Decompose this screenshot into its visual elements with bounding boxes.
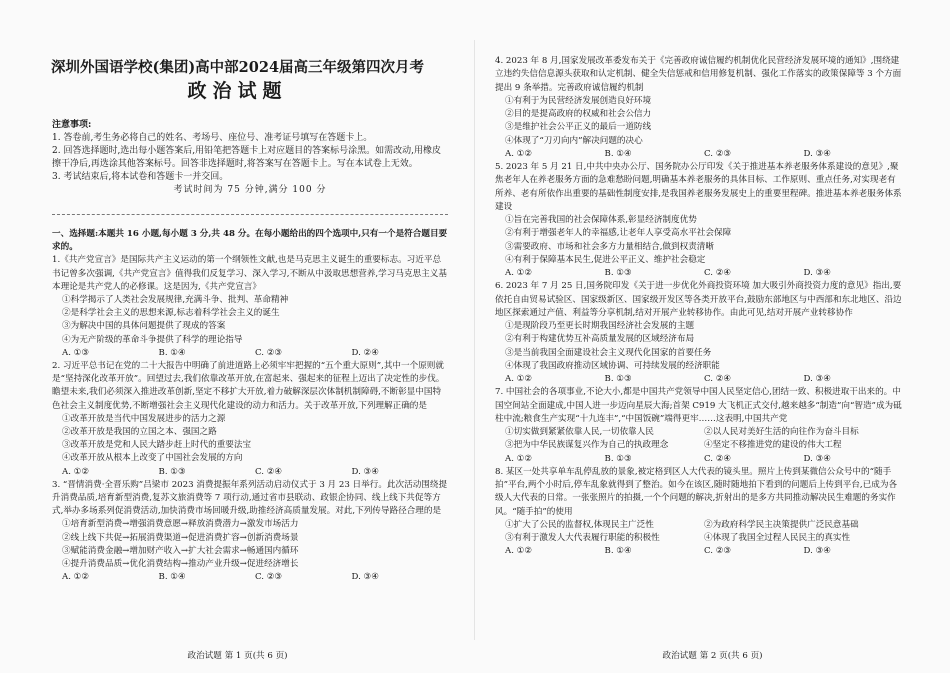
choice-b: B. ①③ <box>604 374 632 384</box>
choice-a: A. ①② <box>505 148 533 159</box>
question-stem: 3. “晋情消费·全晋乐购”吕梁市 2023 消费提振年系列活动启动仪式于 3 月 23 日举行。此次活动围绕提升消费品质,培育新型消费,复苏文旅消费等 7 项行动,通过省市县联动、政银企协同、线上线下共促等方式,举办多场系列促消费活动,加快消费市场回暖升级,助推经济高质量发展。对此,下列传导路径合理的是 <box>52 479 448 517</box>
subject-title: 政治试题 <box>187 80 288 102</box>
option: ①旨在完善我国的社会保障体系,彰显经济制度优势 <box>505 215 697 225</box>
question-4 <box>495 55 903 161</box>
questions-block <box>495 55 903 559</box>
option-row <box>495 439 903 452</box>
choice-a: A. ①② <box>505 268 533 278</box>
option: ②有利于构建优势互补高质量发展的区域经济布局 <box>505 334 695 345</box>
option: ②是科学社会主义的思想来源,标志着科学社会主义的诞生 <box>62 308 280 319</box>
question-1 <box>52 254 448 360</box>
option: ①改革开放是当代中国发展进步的活力之源 <box>62 413 226 424</box>
option: ②以人民对美好生活的向往作为奋斗目标 <box>704 427 859 437</box>
page-footer: 政治试题 第 1 页(共 6 页) <box>187 651 288 661</box>
choice-c: C. ②③ <box>704 148 732 159</box>
note-item: 3. 考试结束后,将本试卷和答题卡一并交回。 <box>52 172 229 182</box>
question-stem: 1.《共产党宣言》是国际共产主义运动的第一个纲领性文献,也是马克思主义诞生的重要标志。习近平总书记曾多次强调,《共产党宣言》值得我们反复学习、深入学习,不断从中汲取思想营养,学习马克思主义基本理论是共产党人的必修课。这是因为,《共产党宣言》 <box>52 255 447 292</box>
question-stem: 6. 2023 年 7 月 25 日,国务院印发《关于进一步优化外商投资环境 加大吸引外商投资力度的意见》指出,要依托自由贸易试验区、国家级新区、国家级开发区等各类开放平台,鼓励东部地区与中西部和东北地区、沿边地区探索通过产值、利益等分享机制,结对开展产业转移协作。由此可见,结对开展产业转移协作 <box>495 281 902 318</box>
choice-d: D. ③④ <box>803 268 831 278</box>
option: ③赋能消费金融→增加财产收入→扩大社会需求→畅通国内循环 <box>62 545 299 556</box>
choice-c: C. ②③ <box>255 347 283 358</box>
exam-title: 深圳外国语学校(集团)高中部2024届高三年级第四次月考 <box>50 59 425 76</box>
choice-c: C. ②③ <box>255 572 283 583</box>
choice-a: A. ①② <box>62 466 90 477</box>
choice-b: B. ①③ <box>604 453 632 464</box>
choice-d: D. ③④ <box>803 374 831 384</box>
option: ④提升消费品质→优化消费结构→推动产业升级→促进经济增长 <box>62 559 299 570</box>
answer-choices <box>52 571 448 584</box>
option: ①扩大了公民的监督权,体现民主广泛性 <box>505 519 654 530</box>
choice-a: A. ①③ <box>62 347 90 358</box>
answer-choices <box>52 466 448 479</box>
option: ③为解决中国的具体问题提供了现成的答案 <box>62 321 226 332</box>
notes-block <box>52 119 448 197</box>
choice-c: C. ②④ <box>704 268 732 278</box>
option: ②目的是提高政府的权威和社会公信力 <box>505 109 652 119</box>
option: ①是现阶段乃至更长时期我国经济社会发展的主题 <box>505 321 695 331</box>
option: ②线上线下共促→拓展消费渠道→促进消费扩容→创新消费场景 <box>62 532 299 543</box>
option-row <box>495 426 903 439</box>
time-line: 考试时间为 75 分钟,满分 100 分 <box>173 185 327 195</box>
option: ②有利于增强老年人的幸福感,让老年人享受高水平社会保障 <box>505 228 732 239</box>
choice-b: B. ①③ <box>158 466 186 477</box>
choice-a: A. ①② <box>62 572 90 583</box>
exam-page-2 <box>475 0 950 673</box>
question-stem: 4. 2023 年 8 月,国家发展改革委发布关于《完善政府诚信履约机制优化民营经济发展环境的通知》,围绕建立违约失信信息源头获取和认定机制、健全失信惩戒和信用修复机制、强化工作落实的政策保障等 3 个方面提出 9 条举措。完善政府诚信履约机制 <box>495 56 902 93</box>
question-stem: 2. 习近平总书记在党的二十大报告中明确了前进道路上必须牢牢把握的“五个重大原则”,其中一个原则就是“坚持深化改革开放”。回望过去,我们依靠改革开放,在富起来、强起来的征程上迈出了决定性的步伐。瞻望未来,我们必须深入推进改革创新,坚定不移扩大开放,着力破解深层次体制机制障碍,不断彰显中国特色社会主义制度优势,不断增强社会主义现代化建设的动力和活力。关于改革开放,下列理解正确的是 <box>52 361 445 411</box>
question-6 <box>495 280 903 386</box>
choice-a: A. ①② <box>505 374 533 384</box>
choice-c: C. ②④ <box>704 374 732 384</box>
choice-c: C. ②③ <box>704 546 732 557</box>
option: ③把为中华民族谋复兴作为自己的执政理念 <box>505 440 669 451</box>
choice-b: B. ①④ <box>604 546 632 557</box>
choice-d: D. ③④ <box>803 148 831 159</box>
option: ③需要政府、市场和社会多方力量相结合,做到权责清晰 <box>505 241 714 252</box>
choice-c: C. ②④ <box>255 466 283 477</box>
answer-choices <box>495 148 903 161</box>
option: ②改革开放是我国的立国之本、强国之路 <box>62 427 217 438</box>
choice-d: D. ②④ <box>351 347 379 358</box>
option: ④坚定不移推进党的建设的伟大工程 <box>704 440 842 451</box>
question-3 <box>52 479 448 585</box>
note-item: 1. 答卷前,考生务必将自己的姓名、考场号、座位号、准考证号填写在答题卡上。 <box>52 133 373 143</box>
option: ④改革开放从根本上改变了中国社会发展的方向 <box>62 453 243 464</box>
option: ④体现了我国全过程人民民主的真实性 <box>704 533 851 543</box>
option: ③改革开放是党和人民大踏步赶上时代的重要法宝 <box>62 440 252 451</box>
choice-d: D. ③④ <box>351 572 379 583</box>
choice-a: A. ①② <box>505 546 533 557</box>
option: ④为无产阶级的革命斗争提供了科学的理论指导 <box>62 334 243 345</box>
option: ①科学揭示了人类社会发展规律,充满斗争、批判、革命精神 <box>62 295 289 306</box>
choice-b: B. ①④ <box>604 148 632 159</box>
question-stem: 7. 中国社会的各项事业,不论大小,都是中国共产党领导中国人民坚定信心,团结一致、积极进取干出来的。中国空间站全面建成,中国人进一步迈向星辰大海;首架 C919 大飞机正式交付,越来越多“制造”向“智造”成为砥柱中流;粮食生产实现“十九连丰”,“中国饭碗”端得更牢……这表明,中国共产党 <box>495 387 902 424</box>
question-stem: 5. 2023 年 5 月 21 日,中共中央办公厅、国务院办公厅印发《关于推进基本养老服务体系建设的意见》,聚焦老年人在养老服务方面的急难愁盼问题,明确基本养老服务的具体目标、工作原则、重点任务,对实现老有所养、老有所依作出重要的基础性制度安排,是我国养老服务发展史上的重要里程碑。推进基本养老服务体系建设 <box>495 162 902 212</box>
question-2 <box>52 360 448 479</box>
answer-choices <box>495 453 903 466</box>
option: ①有利于为民营经济发展创造良好环境 <box>505 95 652 106</box>
choice-b: B. ①④ <box>158 572 186 583</box>
option: ②为政府科学民主决策提供广泛民意基础 <box>704 519 859 530</box>
note-item: 2. 回答选择题时,选出每小题答案后,用铅笔把答题卡上对应题目的答案标号涂黑。如需改动,用橡皮擦干净后,再选涂其他答案标号。回答非选择题时,将答案写在答题卡上。写在本试卷上无效。 <box>52 146 442 169</box>
option-row <box>495 532 903 545</box>
choice-b: B. ①④ <box>158 347 186 358</box>
question-stem: 8. 某区一处共享单车乱停乱放的景象,被定格到区人大代表的镜头里。照片上传到某微信公众号中的“随手拍”平台,两个小时后,停车乱象就得到了整治。如今在该区,随时随地拍下看到的问题后上传到平台,已成为各级人大代表的日常。一张张照片的拍摄,一个个问题的解决,折射出的是多方共同推动解决民生难题的务实作风。“随手拍”的使用 <box>495 466 898 517</box>
choice-d: D. ③④ <box>351 466 379 477</box>
option: ④体现了“刀刃向内”解决问题的决心 <box>505 135 643 146</box>
choice-d: D. ③④ <box>803 453 831 464</box>
option: ①培育新型消费→增强消费意愿→释放消费潜力→激发市场活力 <box>62 519 299 530</box>
answer-choices <box>495 267 903 280</box>
option: ④体现了我国政府推动区域协调、可持续发展的经济职能 <box>505 360 720 371</box>
page-footer: 政治试题 第 2 页(共 6 页) <box>662 651 763 661</box>
question-8 <box>495 466 903 559</box>
questions-block <box>52 228 448 584</box>
option-row <box>495 519 903 532</box>
answer-choices <box>52 347 448 360</box>
answer-choices <box>495 373 903 386</box>
option: ①切实做到紧紧依靠人民,一切依靠人民 <box>505 427 654 437</box>
answer-choices <box>495 545 903 558</box>
choice-b: B. ①③ <box>604 268 632 278</box>
question-7 <box>495 386 903 466</box>
option: ③是维护社会公平正义的最后一道防线 <box>505 122 652 133</box>
choice-c: C. ②④ <box>704 453 732 464</box>
dashed-rule <box>52 214 448 215</box>
option: ③有利于激发人大代表履行职能的积极性 <box>505 533 660 543</box>
option: ③是当前我国全面建设社会主义现代化国家的首要任务 <box>505 347 712 358</box>
choice-d: D. ③④ <box>803 546 831 557</box>
question-5 <box>495 161 903 280</box>
option: ④有利于保障基本民生,促进公平正义、维护社会稳定 <box>505 254 706 265</box>
choice-a: A. ①② <box>505 453 533 464</box>
section-heading: 一、选择题:本题共 16 小题,每小题 3 分,共 48 分。在每小题给出的四个选项中,只有一个是符合题目要求的。 <box>52 229 448 253</box>
notes-heading: 注意事项: <box>52 120 92 130</box>
